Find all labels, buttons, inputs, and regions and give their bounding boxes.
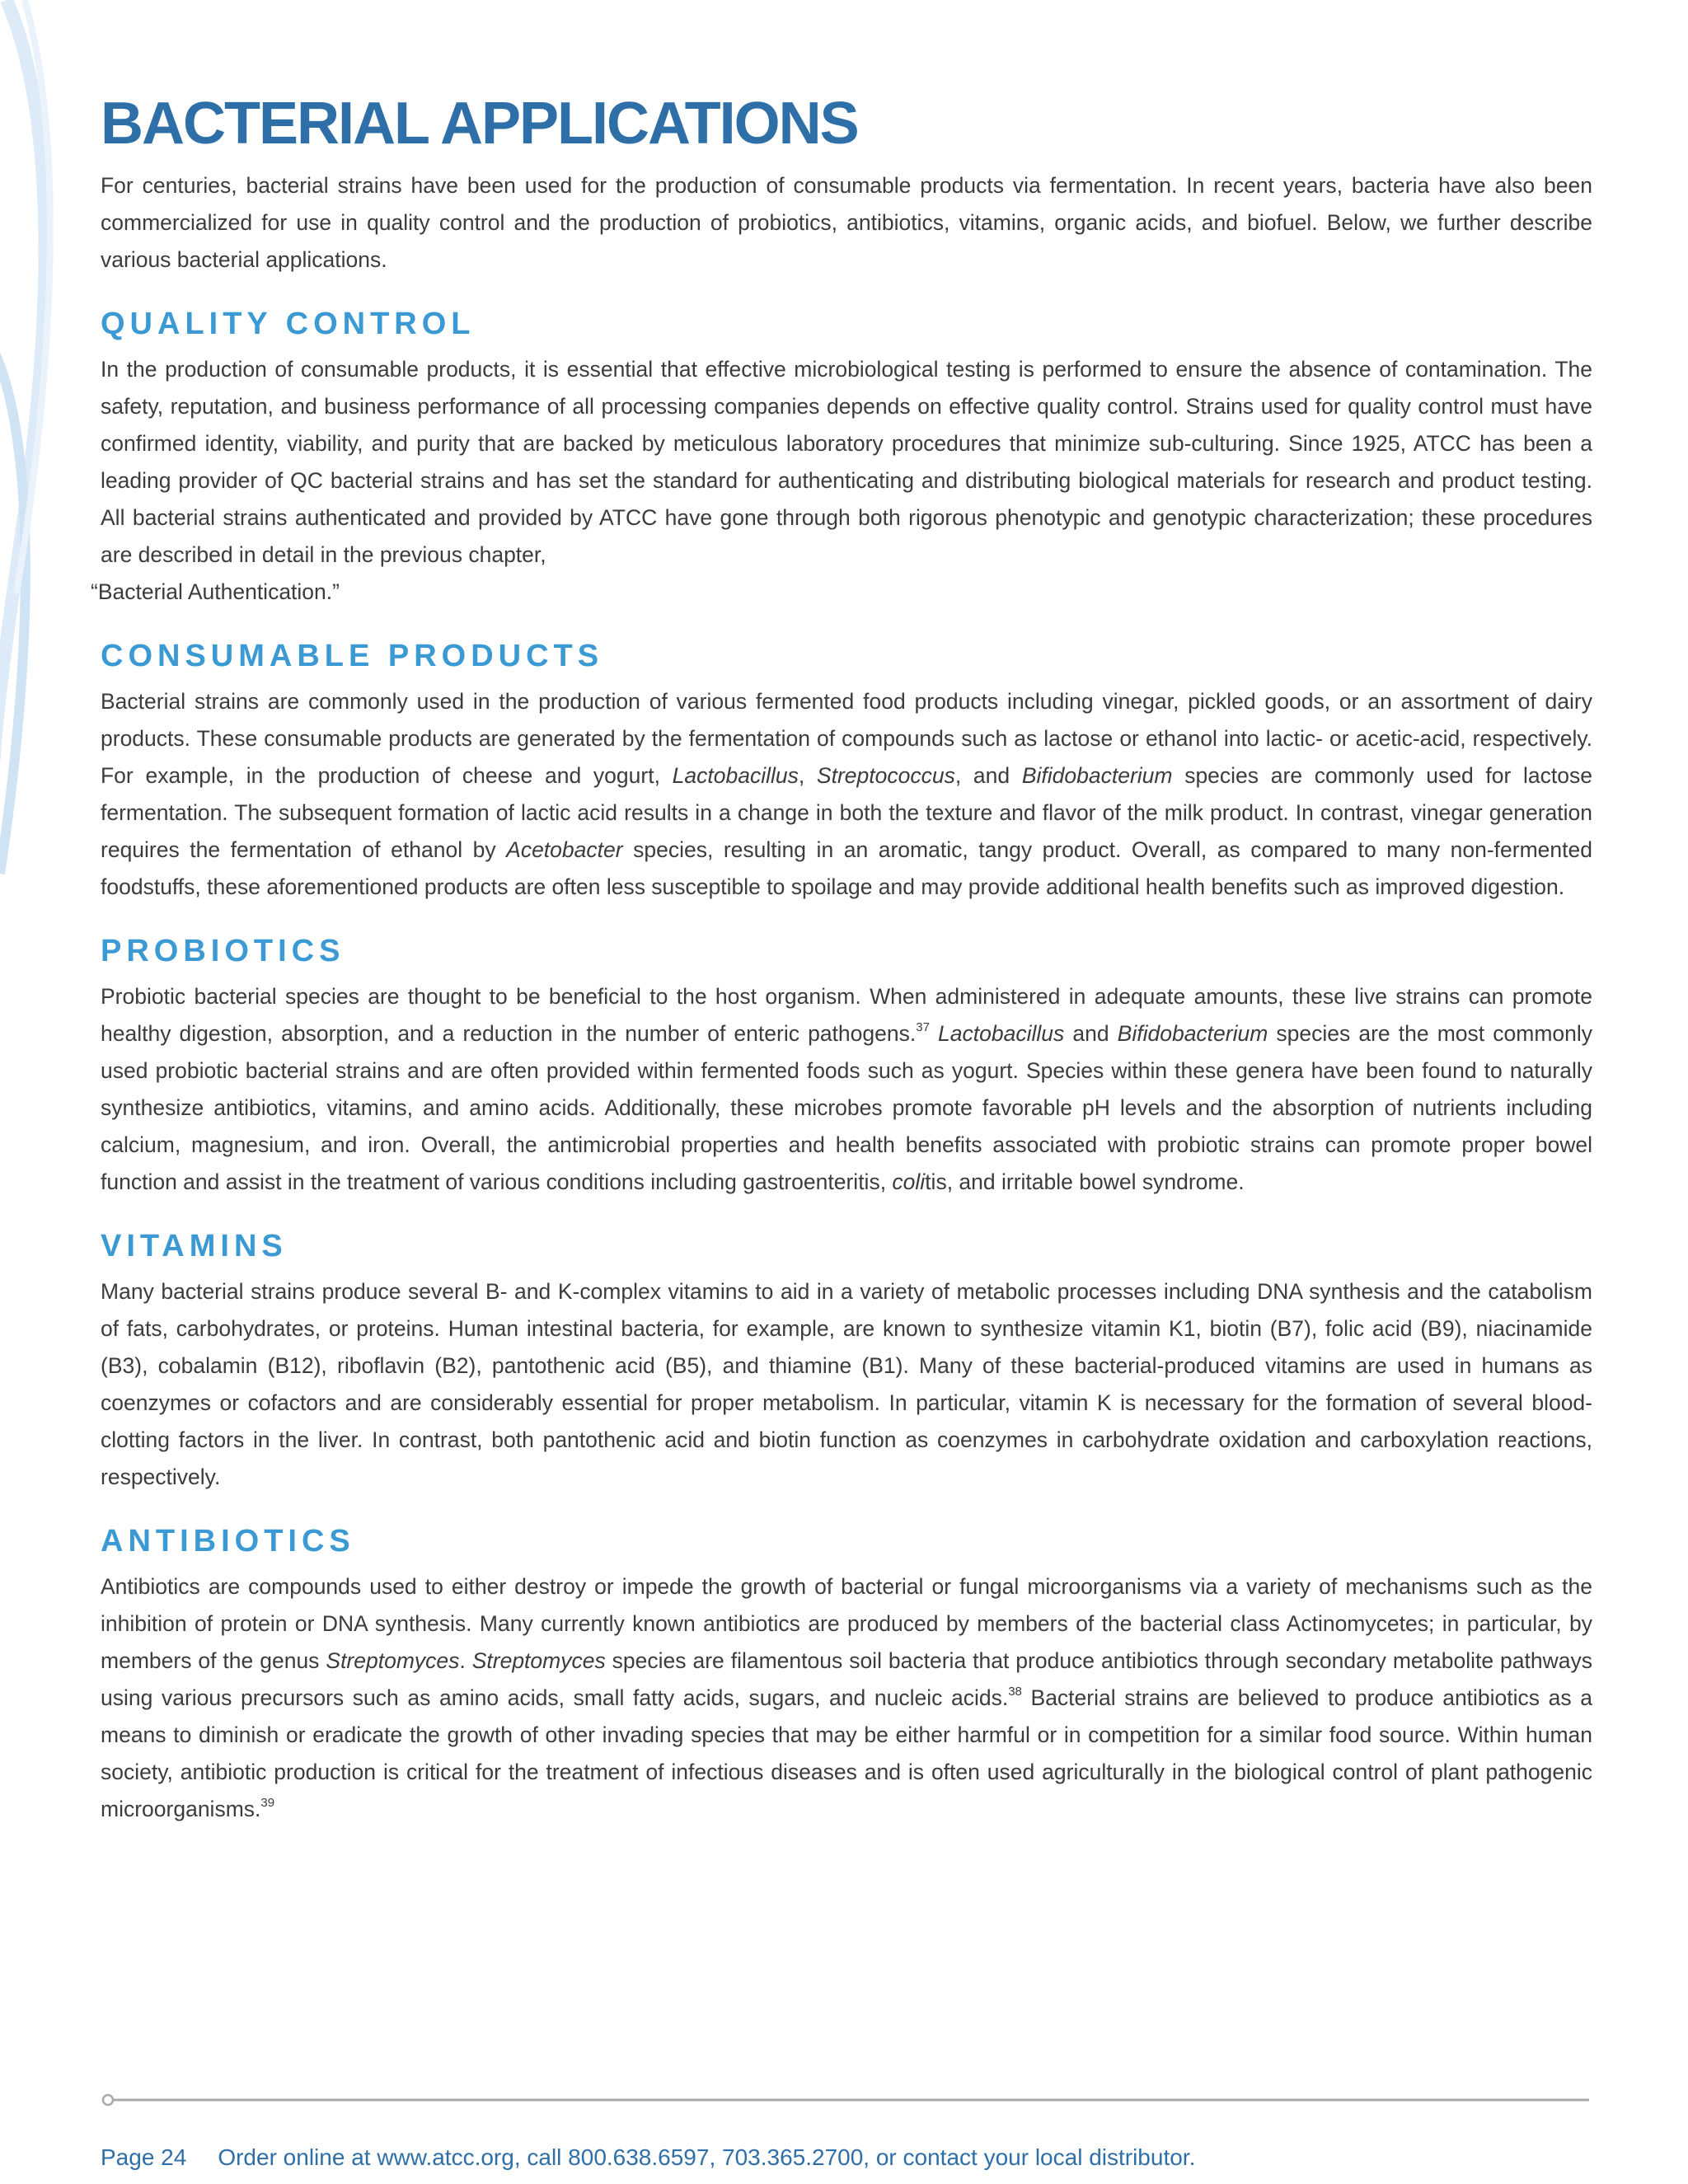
footer <box>101 2144 1195 2171</box>
heading-probiotics: PROBIOTICS <box>101 934 345 968</box>
intro-paragraph: For centuries, bacterial strains have been used for the production of consumable products via fermentation. In recent years, bacteria have also been commercialized for use in quality control and the production of probiotics, antibiotics, vitamins, organic acids, and biofuel. Below, we further describe various bacterial applications. <box>101 173 1592 272</box>
text-run: Bacterial strains are commonly used in the production of various fermented food products including vinegar, pickled goods, or an assortment of dairy products. These consumable products are generated by the fermentation of compounds such as lactose or ethanol into lactic- or acetic-acid, respectively. For example, in the production of cheese and yogurt, <box>101 689 1592 788</box>
paragraph-vitamins: Many bacterial strains produce several B- and K-complex vitamins to aid in a variety of metabolic processes including DNA synthesis and the catabolism of fats, carbohydrates, or proteins. Human intestinal bacteria, for example, are known to synthesize vitamin K1, biotin (B7), folic acid (B9), niacinamide (B3), cobalamin (B12), riboflavin (B2), pantothenic acid (B5), and thiamine (B1). Many of these bacterial-produced vitamins are used in humans as coenzymes or cofactors and are considerably essential for proper metabolism. In particular, vitamin K is necessary for the formation of several blood-clotting factors in the liver. In contrast, both pantothenic acid and biotin function as coenzymes in carbohydrate oxidation and carboxylation reactions, respectively. <box>101 1279 1592 1489</box>
section-quality-control <box>91 303 1592 611</box>
section-consumable-products <box>101 635 1592 906</box>
page-number: Page 24 <box>101 2144 187 2170</box>
reference-38: 38 <box>1008 1685 1022 1699</box>
text-run: , <box>798 763 817 788</box>
text-run <box>930 1021 938 1046</box>
page-title: BACTERIAL APPLICATIONS <box>101 91 858 157</box>
species-name: Acetobacter <box>506 837 623 862</box>
text-run: , and <box>954 763 1022 788</box>
species-name: Streptomyces <box>471 1648 606 1673</box>
species-name: Bifidobacterium <box>1117 1021 1268 1046</box>
text-run: and <box>1064 1021 1118 1046</box>
text-run: species, resulting in an aromatic, tangy product. Overall, as compared to many non-fermented foodstuffs, these aforementioned products are often less susceptible to spoilage and may provide additional health benefits such as improved digestion. <box>101 837 1592 899</box>
heading-vitamins: VITAMINS <box>101 1229 288 1263</box>
section-vitamins <box>101 1226 1592 1496</box>
text-run: Antibiotics are compounds used to either destroy or impede the growth of bacterial or fungal microorganisms via a variety of mechanisms such as the inhibition of protein or DNA synthesis. Many currently known antibiotics are produced by members of the bacterial class Actinomycetes; in particular, by members of the genus <box>101 1574 1592 1673</box>
text-run: tis, and irritable bowel syndrome. <box>925 1169 1245 1194</box>
paragraph-quality-control <box>91 351 1592 611</box>
paragraph-consumable-products <box>101 683 1592 906</box>
text-run: . <box>459 1648 472 1673</box>
qc-text: In the production of consumable products, it is essential that effective microbiological testing is performed to ensure the absence of contamination. The safety, reputation, and business performance of all processing companies depends on effective quality control. Strains used for quality control must have confirmed identity, viability, and purity that are backed by meticulous laboratory procedures that minimize sub-culturing. Since 1925, ATCC has been a leading provider of QC bacterial strains and has set the standard for authenticating and distributing biological materials for research and product testing. All bacterial strains authenticated and provided by ATCC have gone through both rigorous phenotypic and genotypic characterization; these procedures are described in detail in the previous chapter, <box>101 357 1592 567</box>
footer-divider <box>101 2092 1589 2108</box>
paragraph-probiotics <box>101 978 1592 1201</box>
section-probiotics <box>101 930 1592 1201</box>
species-name: Bifidobacterium <box>1021 763 1173 788</box>
text-run: Probiotic bacterial species are thought to be beneficial to the host organism. When administered in adequate amounts, these live strains can promote healthy digestion, absorption, and a reduction in the number of enteric pathogens. <box>101 984 1592 1046</box>
section-antibiotics <box>101 1521 1592 1828</box>
text-run: species are commonly used for lactose fermentation. The subsequent formation of lactic acid results in a change in both the texture and flavor of the milk product. In contrast, vinegar generation requires the fermentation of ethanol by <box>101 763 1592 862</box>
heading-antibiotics: ANTIBIOTICS <box>101 1524 355 1558</box>
paragraph-antibiotics <box>101 1568 1592 1828</box>
reference-37: 37 <box>916 1020 930 1034</box>
heading-quality-control: QUALITY CONTROL <box>101 307 476 341</box>
species-name: Lactobacillus <box>938 1021 1065 1046</box>
text-run: Bacterial strains are believed to produce antibiotics as a means to diminish or eradicate the growth of other invading species that may be either harmful or in competition for a similar food source. Within human society, antibiotic production is critical for the treatment of infectious diseases and is often used agriculturally in the biological control of plant pathogenic microorganisms. <box>101 1685 1592 1821</box>
species-name: Streptomyces <box>326 1648 460 1673</box>
text-run: species are filamentous soil bacteria that produce antibiotics through secondary metabolite pathways using various precursors such as amino acids, small fatty acids, sugars, and nucleic acids. <box>101 1648 1592 1710</box>
species-name: coli <box>892 1169 926 1194</box>
footer-contact-text: Order online at www.atcc.org, call 800.638.6597, 703.365.2700, or contact your local distributor. <box>218 2144 1196 2170</box>
species-name: Streptococcus <box>816 763 955 788</box>
heading-consumable-products: CONSUMABLE PRODUCTS <box>101 639 604 673</box>
decorative-swoosh <box>0 0 107 907</box>
text-run: species are the most commonly used probiotic bacterial strains and are often provided within fermented foods such as yogurt. Species within these genera have been found to naturally synthesize antibiotics, vitamins, and amino acids. Additionally, these microbes promote favorable pH levels and the absorption of nutrients including calcium, magnesium, and iron. Overall, the antimicrobial properties and health benefits associated with probiotic strains can promote proper bowel function and assist in the treatment of various conditions including gastroenteritis, <box>101 1021 1593 1194</box>
page-content <box>91 87 1593 1828</box>
qc-text-end: “Bacterial Authentication.” <box>91 579 340 604</box>
species-name: Lactobacillus <box>672 763 799 788</box>
reference-39: 39 <box>260 1796 275 1810</box>
